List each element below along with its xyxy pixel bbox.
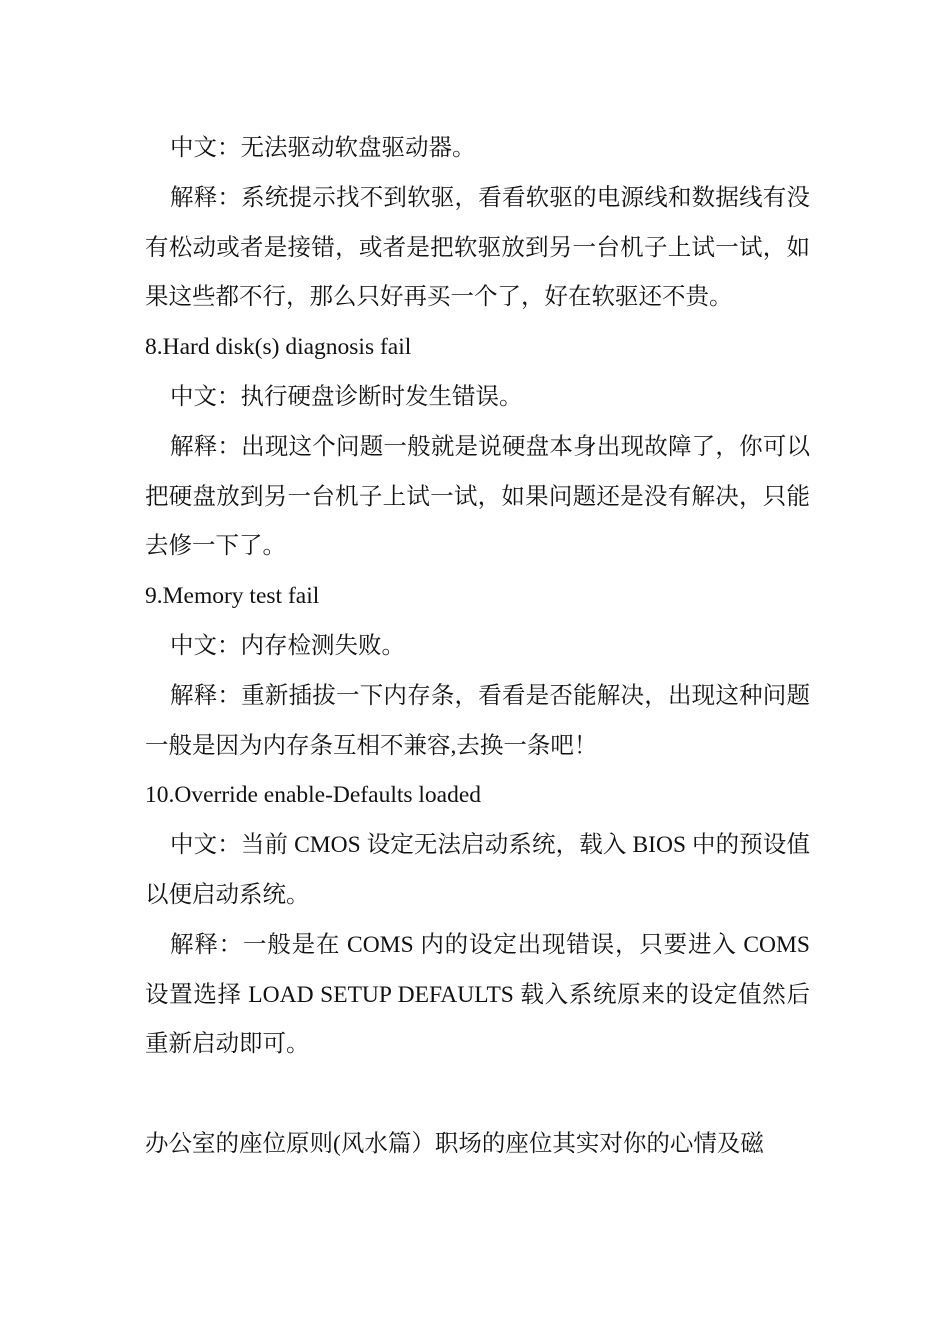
document-page: [145, 124, 810, 1170]
paragraph-hard-disk-chinese: 中文：执行硬盘诊断时发生错误。: [170, 383, 523, 410]
paragraph-override-explanation: 解释：一般是在 COMS 内的设定出现错误，只要进入 COMS 设置选择 LOAD SETUP DEFAULTS 载入系统原来的设定值然后重新启动即可。: [145, 931, 810, 1058]
paragraph-office-seating: 办公室的座位原则(风水篇）职场的座位其实对你的心情及磁: [145, 1130, 764, 1157]
paragraph-override-chinese: 中文：当前 CMOS 设定无法启动系统，载入 BIOS 中的预设值以便启动系统。: [145, 832, 810, 908]
paragraph-memory-explanation: 解释：重新插拔一下内存条，看看是否能解决，出现这种问题一般是因为内存条互相不兼容,去换一条吧！: [145, 682, 810, 759]
blank-line: [145, 1070, 810, 1120]
paragraph-hard-disk-explanation: 解释：出现这个问题一般就是说硬盘本身出现故障了，你可以把硬盘放到另一台机子上试一试，如果问题还是没有解决，只能去修一下了。: [145, 433, 810, 560]
paragraph-memory-chinese: 中文：内存检测失败。: [170, 632, 405, 659]
paragraph-floppy-chinese: 中文：无法驱动软盘驱动器。: [170, 135, 476, 161]
heading-hard-disk-diagnosis: 8.Hard disk(s) diagnosis fail: [145, 334, 412, 361]
paragraph-floppy-explanation: 解释：系统提示找不到软驱，看看软驱的电源线和数据线有没有松动或者是接错，或者是把软驱放到另一台机子上试一试，如果这些都不行，那么只好再买一个了，好在软驱还不贵。: [145, 184, 810, 311]
heading-override-defaults: 10.Override enable-Defaults loaded: [145, 782, 482, 809]
heading-memory-test: 9.Memory test fail: [145, 583, 320, 610]
